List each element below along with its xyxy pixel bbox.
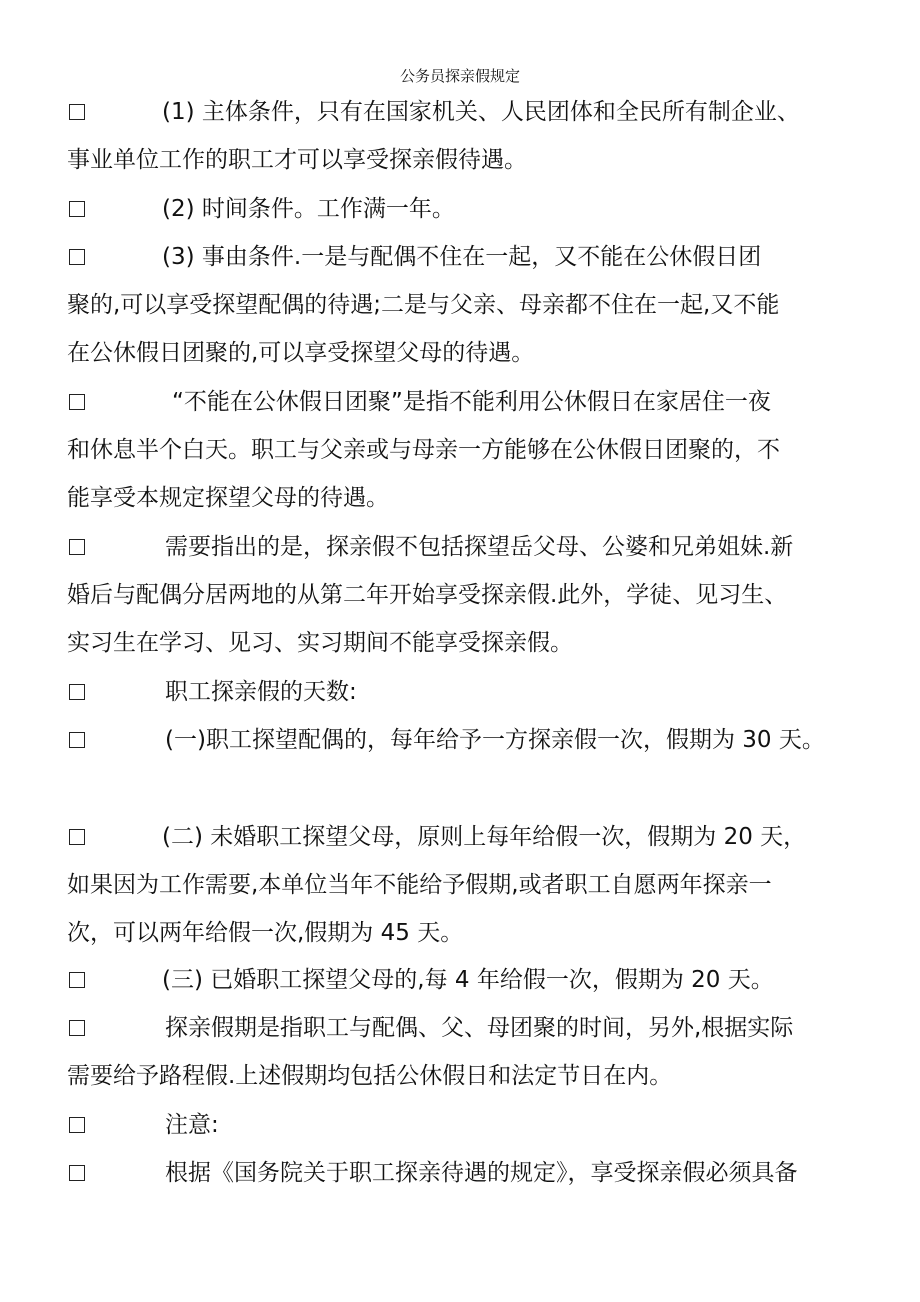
paragraph-line: 和休息半个白天。职工与父亲或与母亲一方能够在公休假日团聚的，不: [67, 437, 780, 463]
bullet-box-icon: [69, 394, 85, 410]
paragraph-line: 需要给予路程假.上述假期均包括公休假日和法定节日在内。: [67, 1063, 673, 1089]
paragraph-line: (1) 主体条件，只有在国家机关、人民团体和全民所有制企业、: [162, 99, 800, 125]
paragraph-line: (一)职工探望配偶的，每年给予一方探亲假一次，假期为 30 天。: [165, 727, 825, 753]
paragraph-line: (3) 事由条件.一是与配偶不住在一起，又不能在公休假日团: [162, 244, 762, 270]
paragraph-line: 注意:: [165, 1112, 219, 1138]
bullet-box-icon: [69, 249, 85, 265]
page-header-title: 公务员探亲假规定: [399, 67, 520, 85]
paragraph-line: (2) 时间条件。工作满一年。: [162, 196, 455, 222]
paragraph-line: (二) 未婚职工探望父母，原则上每年给假一次，假期为 20 天，: [162, 824, 807, 850]
paragraph-line: 实习生在学习、见习、实习期间不能享受探亲假。: [67, 630, 573, 656]
paragraph-line: 婚后与配偶分居两地的从第二年开始享受探亲假.此外，学徒、见习生、: [67, 582, 788, 608]
paragraph-line: 在公休假日团聚的,可以享受探望父母的待遇。: [67, 340, 535, 366]
paragraph-line: 事业单位工作的职工才可以享受探亲假待遇。: [67, 147, 527, 173]
paragraph-line: 聚的,可以享受探望配偶的待遇;二是与父亲、母亲都不住在一起,又不能: [67, 292, 780, 318]
paragraph-line: 如果因为工作需要,本单位当年不能给予假期,或者职工自愿两年探亲一: [67, 872, 772, 898]
paragraph-line: (三) 已婚职工探望父母的,每 4 年给假一次，假期为 20 天。: [162, 967, 774, 993]
bullet-box-icon: [69, 732, 85, 748]
bullet-box-icon: [69, 829, 85, 845]
paragraph-line: 探亲假期是指职工与配偶、父、母团聚的时间，另外,根据实际: [165, 1015, 794, 1041]
bullet-box-icon: [69, 684, 85, 700]
paragraph-line: 能享受本规定探望父母的待遇。: [67, 485, 389, 511]
paragraph-line: 需要指出的是，探亲假不包括探望岳父母、公婆和兄弟姐妹.新: [165, 534, 794, 560]
bullet-box-icon: [69, 1117, 85, 1133]
bullet-box-icon: [69, 1020, 85, 1036]
paragraph-line: 职工探亲假的天数:: [165, 679, 357, 705]
paragraph-line: 根据《国务院关于职工探亲待遇的规定》，享受探亲假必须具备: [165, 1160, 798, 1186]
bullet-box-icon: [69, 104, 85, 120]
bullet-box-icon: [69, 972, 85, 988]
bullet-box-icon: [69, 1165, 85, 1181]
bullet-box-icon: [69, 201, 85, 217]
paragraph-line: 次，可以两年给假一次,假期为 45 天。: [67, 920, 464, 946]
bullet-box-icon: [69, 539, 85, 555]
paragraph-line: “不能在公休假日团聚”是指不能利用公休假日在家居住一夜: [172, 389, 771, 415]
